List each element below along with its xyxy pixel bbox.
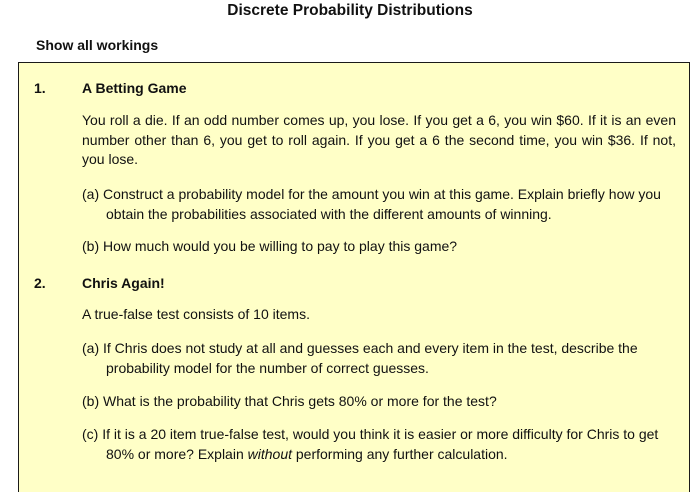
question-2-title: Chris Again! bbox=[82, 275, 165, 291]
question-2-number: 2. bbox=[34, 275, 46, 291]
question-1-part-b: (b) How much would you be willing to pay to play this game? bbox=[82, 238, 458, 254]
question-1-part-a: (a) Construct a probability model for the amount you win at this game. Explain briefly how you obtain the probabilities associated with the different amounts of winning. bbox=[82, 186, 661, 222]
instructions-text: Show all workings bbox=[36, 37, 159, 53]
part-c-emphasis: without bbox=[247, 445, 292, 462]
part-c-text-start: (c) If it is a 20 item true-false test, would you think it is easier or more difficulty for Chris to get 80% or more? Explain bbox=[82, 426, 659, 462]
question-1-number: 1. bbox=[34, 80, 46, 96]
question-1-body: You roll a die. If an odd number comes up, you lose. If you get a 6, you win $60. If it is an even number other than 6, you get to roll again. If you get a 6 the second time, you win $36. If not, you lose. bbox=[82, 112, 676, 167]
page-title: Discrete Probability Distributions bbox=[227, 2, 473, 19]
question-2-part-a: (a) If Chris does not study at all and guesses each and every item in the test, describe the probability model for the number of correct guesses. bbox=[82, 340, 638, 376]
question-2-body: A true-false test consists of 10 items. bbox=[82, 306, 310, 322]
part-c-text-end: performing any further calculation. bbox=[292, 445, 508, 462]
question-2-part-b: (b) What is the probability that Chris gets 80% or more for the test? bbox=[82, 393, 497, 409]
question-1-title: A Betting Game bbox=[82, 80, 187, 96]
question-2-part-c bbox=[82, 425, 676, 464]
